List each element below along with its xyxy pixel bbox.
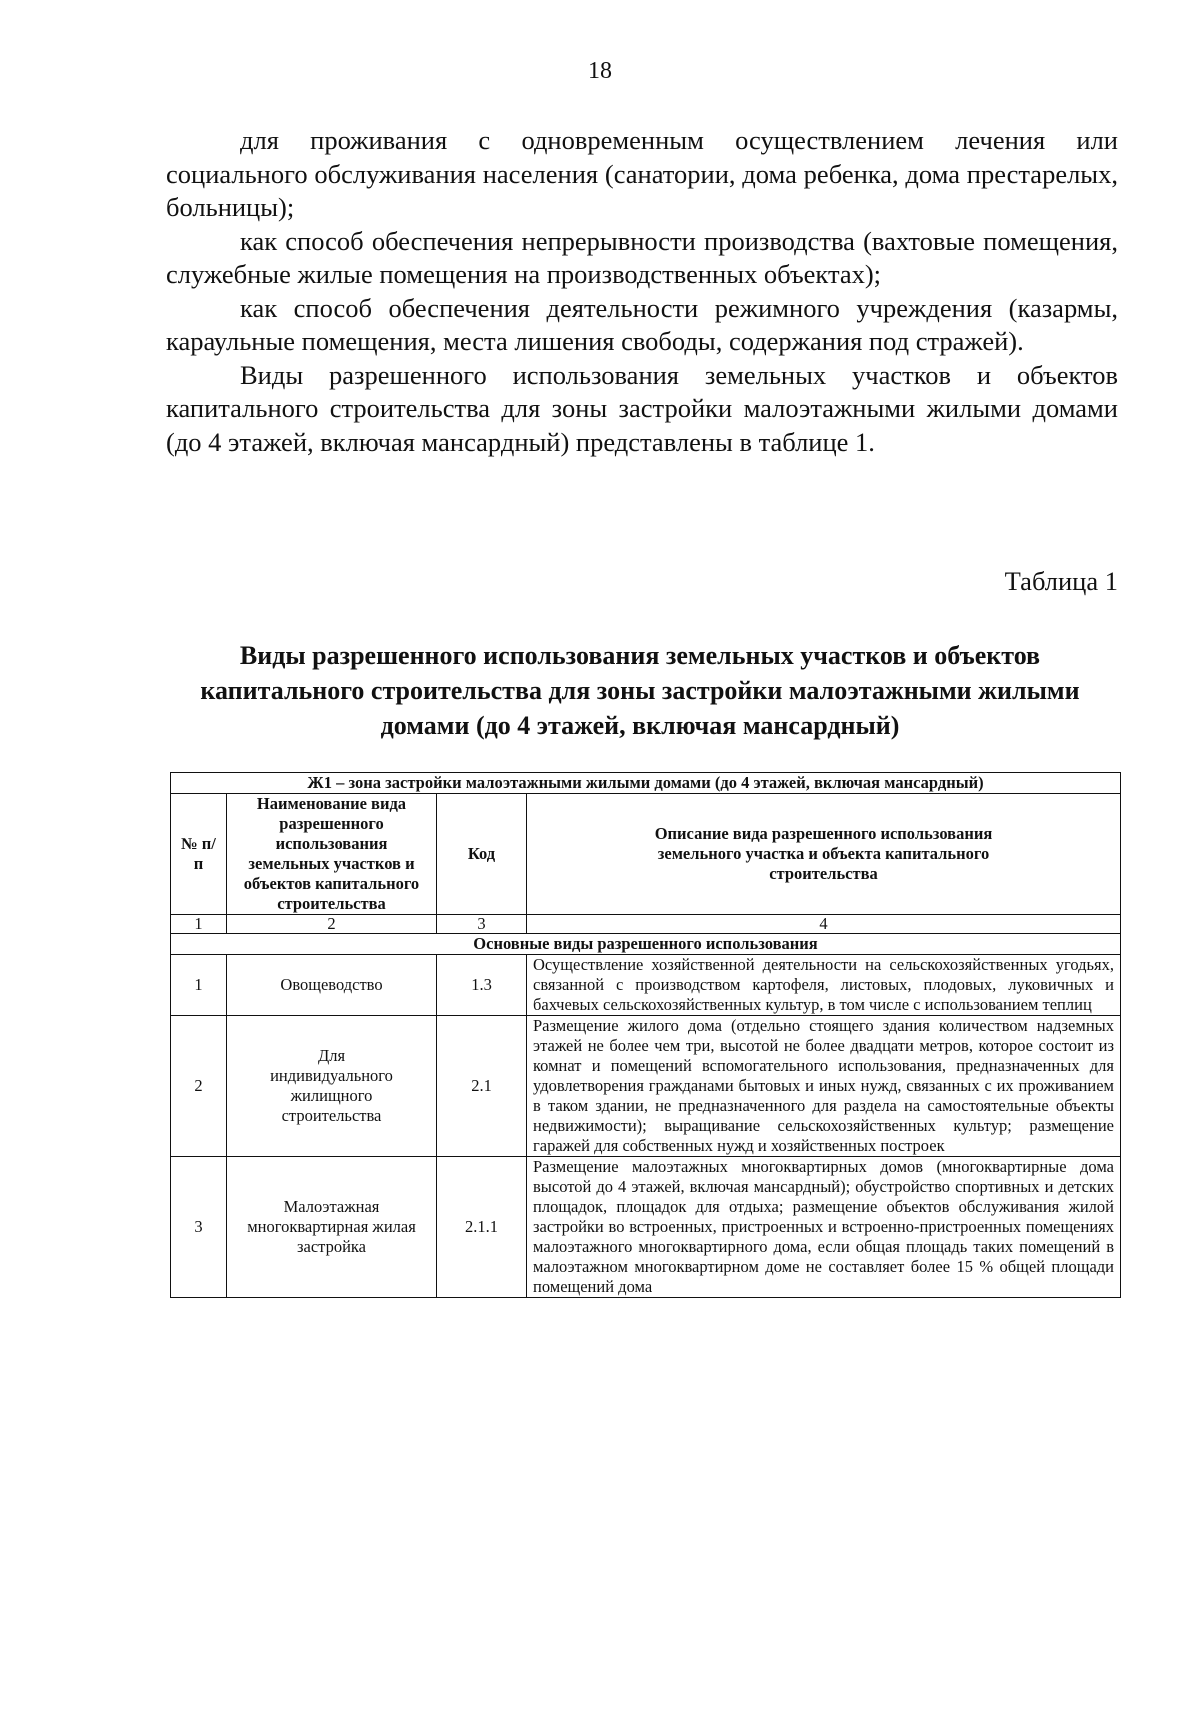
section-header-row bbox=[171, 934, 1121, 955]
row-number: 2 bbox=[171, 1016, 227, 1157]
page-number: 18 bbox=[588, 58, 612, 84]
table-row bbox=[171, 1016, 1121, 1157]
use-description: Размещение жилого дома (отдельно стоящего здания количеством надземных этажей не более чем три, высотой не более двадцати метров, которое состоит из комнат и помещений вспомогательного использования, предназначенных для удовлетворения гражданами бытовых и иных нужд, связанных с их проживанием в таком здании, не предназначенного для раздела на самостоятельные объекты недвижимости); выращивание сельскохозяйственных культур; размещение гаражей для собственных нужд и хозяйственных построек bbox=[527, 1016, 1121, 1157]
use-code: 2.1 bbox=[437, 1016, 527, 1157]
column-number: 3 bbox=[437, 915, 527, 934]
row-number: 1 bbox=[171, 955, 227, 1016]
table-row bbox=[171, 955, 1121, 1016]
column-number-row bbox=[171, 915, 1121, 934]
paragraph: как способ обеспечения деятельности режимного учреждения (казармы, караульные помещения, места лишения свободы, содержания под стражей). bbox=[166, 292, 1118, 356]
column-number: 2 bbox=[227, 915, 437, 934]
row-number: 3 bbox=[171, 1157, 227, 1298]
column-header-description: Описание вида разрешенного использования земельного участка и объекта капитального строительства bbox=[527, 794, 1121, 915]
column-header-code: Код bbox=[437, 794, 527, 915]
table-label: Таблица 1 bbox=[1004, 566, 1118, 596]
column-number: 1 bbox=[171, 915, 227, 934]
paragraph: Виды разрешенного использования земельных участков и объектов капитального строительства для зоны застройки малоэтажными жилыми домами (до 4 этажей, включая мансардный) представлены в таблице 1. bbox=[166, 359, 1118, 457]
body-text bbox=[166, 124, 1118, 459]
section-header: Основные виды разрешенного использования bbox=[171, 934, 1121, 955]
use-code: 1.3 bbox=[437, 955, 527, 1016]
use-description: Размещение малоэтажных многоквартирных домов (многоквартирные дома высотой до 4 этажей, включая мансардный); обустройство спортивных и детских площадок, площадок для отдыха; размещение объектов обслуживания жилой застройки во встроенных, пристроенных и встроенно-пристроенных помещениях малоэтажного многоквартирного дома, если общая площадь таких помещений в малоэтажном многоквартирном доме не составляет более 15 % общей площади помещений дома bbox=[527, 1157, 1121, 1298]
land-use-table bbox=[170, 772, 1121, 1298]
zone-header-row bbox=[171, 773, 1121, 794]
zone-header: Ж1 – зона застройки малоэтажными жилыми домами (до 4 этажей, включая мансардный) bbox=[171, 773, 1121, 794]
table-title: Виды разрешенного использования земельных участков и объектов капитального строительства для зоны застройки малоэтажными жилыми домами (до 4 этажей, включая мансардный) bbox=[200, 641, 1080, 740]
use-code: 2.1.1 bbox=[437, 1157, 527, 1298]
column-header-row bbox=[171, 794, 1121, 915]
column-header-name: Наименование вида разрешенного использования земельных участков и объектов капитального строительства bbox=[227, 794, 437, 915]
table-row bbox=[171, 1157, 1121, 1298]
use-name: Малоэтажная многоквартирная жилая застройка bbox=[227, 1157, 437, 1298]
paragraph: как способ обеспечения непрерывности производства (вахтовые помещения, служебные жилые помещения на производственных объектах); bbox=[166, 225, 1118, 289]
use-description: Осуществление хозяйственной деятельности на сельскохозяйственных угодьях, связанной с производством картофеля, листовых, плодовых, луковичных и бахчевых сельскохозяйственных культур, в том числе с использованием теплиц bbox=[527, 955, 1121, 1016]
column-header-number: № п/п bbox=[171, 794, 227, 915]
paragraph: для проживания с одновременным осуществлением лечения или социального обслуживания населения (санатории, дома ребенка, дома престарелых, больницы); bbox=[166, 125, 1118, 222]
use-name: Для индивидуального жилищного строительства bbox=[227, 1016, 437, 1157]
column-number: 4 bbox=[527, 915, 1121, 934]
use-name: Овощеводство bbox=[227, 955, 437, 1016]
